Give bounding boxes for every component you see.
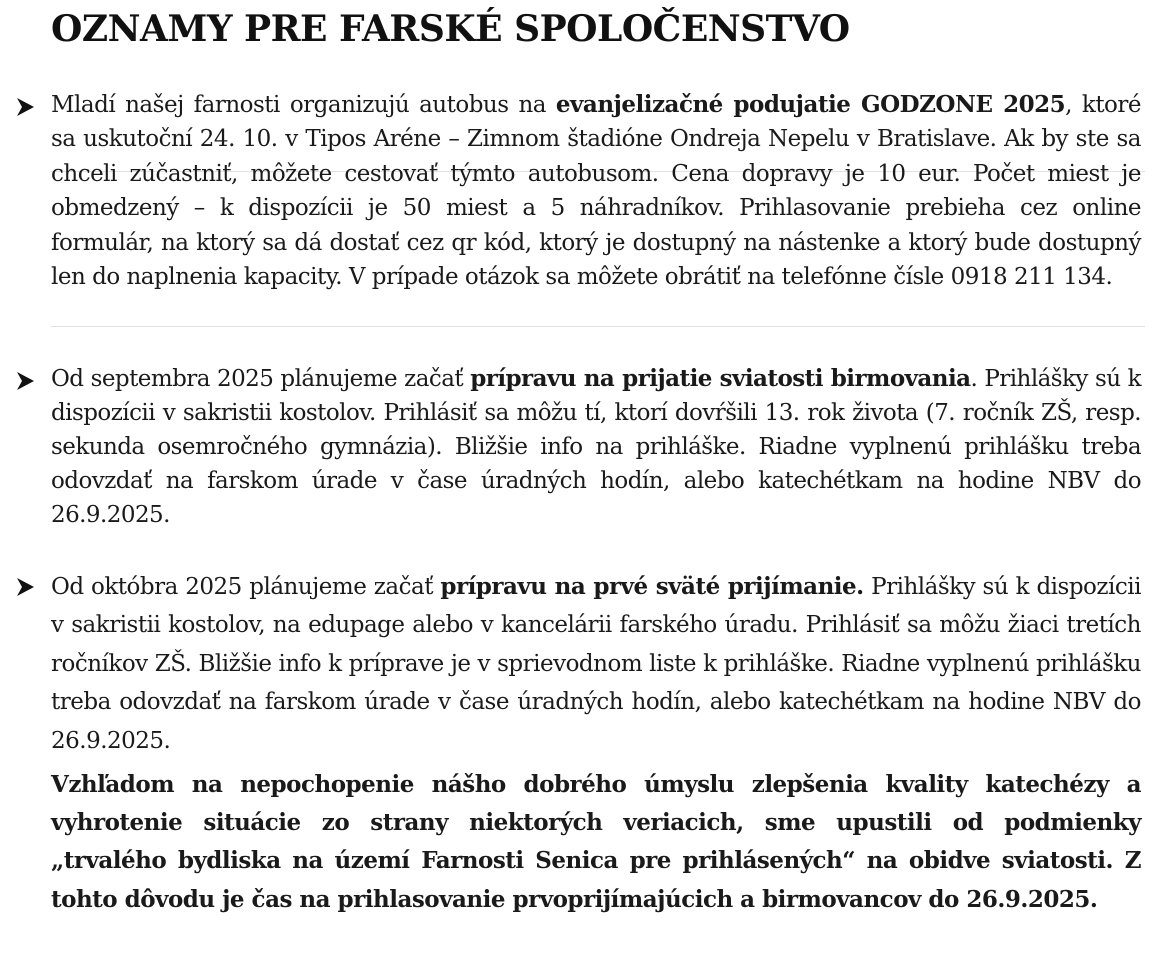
announcement-intro: Od októbra 2025 plánujeme začať — [51, 574, 441, 600]
arrowhead-bullet-icon — [14, 370, 36, 392]
announcement-intro: Mladí našej farnosti organizujú autobus na — [51, 92, 556, 118]
arrowhead-bullet-icon — [14, 96, 36, 118]
announcement-text — [51, 88, 1141, 294]
announcement-body: Prihlášky sú k dispozícii v sakristii kostolov, na edupage alebo v kancelárii farského úradu. Prihlásiť sa môžu žiaci tretích ročníkov ZŠ. Bližšie info k príprave je v sprievodnom liste k prihláške. Riadne vyplnenú prihlášku treba odovzdať na farskom úrade v čase úradných hodín, alebo katechétkam na hodine NBV do 26.9.2025. — [51, 574, 1141, 754]
announcement-highlight: prípravu na prijatie sviatosti birmovania — [470, 365, 971, 392]
announcement-body: , ktoré sa uskutoční 24. 10. v Tipos Aréne – Zimnom štadióne Ondreja Nepelu v Bratislave. Ak by ste sa chceli zúčastniť, môžete cestovať týmto autobusom. Cena dopravy je 10 eur. Počet miest je obmedzený – k dispozícii je 50 miest a 5 náhradníkov. Prihlasovanie prebieha cez online formulár, na ktorý sa dá dostať cez qr kód, ktorý je dostupný na nástenke a ktorý bude dostupný len do naplnenia kapacity. V prípade otázok sa môžete obrátiť na telefónne čísle 0918 211 134. — [51, 92, 1142, 291]
bold-notice: Vzhľadom na nepochopenie nášho dobrého úmyslu zlepšenia kvality katechézy a vyhrotenie situácie zo strany niektorých veriacich, sme upustili od podmienky „trvalého bydliska na území Farnosti Senica pre prihlásených“ na obidve sviatosti. Z tohto dôvodu je čas na prihlasovanie prvoprijímajúcich a birmovancov do 26.9.2025. — [51, 771, 1141, 913]
announcement-intro: Od septembra 2025 plánujeme začať — [51, 366, 471, 392]
announcement-text — [51, 362, 1141, 532]
announcement-highlight: prípravu na prvé sväté prijímanie. — [440, 573, 864, 600]
document-title: OZNAMY PRE FARSKÉ SPOLOČENSTVO — [51, 8, 850, 50]
announcement-body: . Prihlášky sú k dispozícii v sakristii kostolov. Prihlásiť sa môžu tí, ktorí dovŕšili 13. rok života (7. ročník ZŠ, resp. sekunda osemročného gymnázia). Bližšie info na prihláške. Riadne vyplnenú prihlášku treba odovzdať na farskom úrade v čase úradných hodín, alebo katechétkam na hodine NBV do 26.9.2025. — [51, 366, 1141, 528]
announcement-highlight: evanjelizačné podujatie GODZONE 2025 — [555, 91, 1066, 118]
announcement-text — [51, 568, 1141, 760]
arrowhead-bullet-icon — [14, 576, 36, 598]
